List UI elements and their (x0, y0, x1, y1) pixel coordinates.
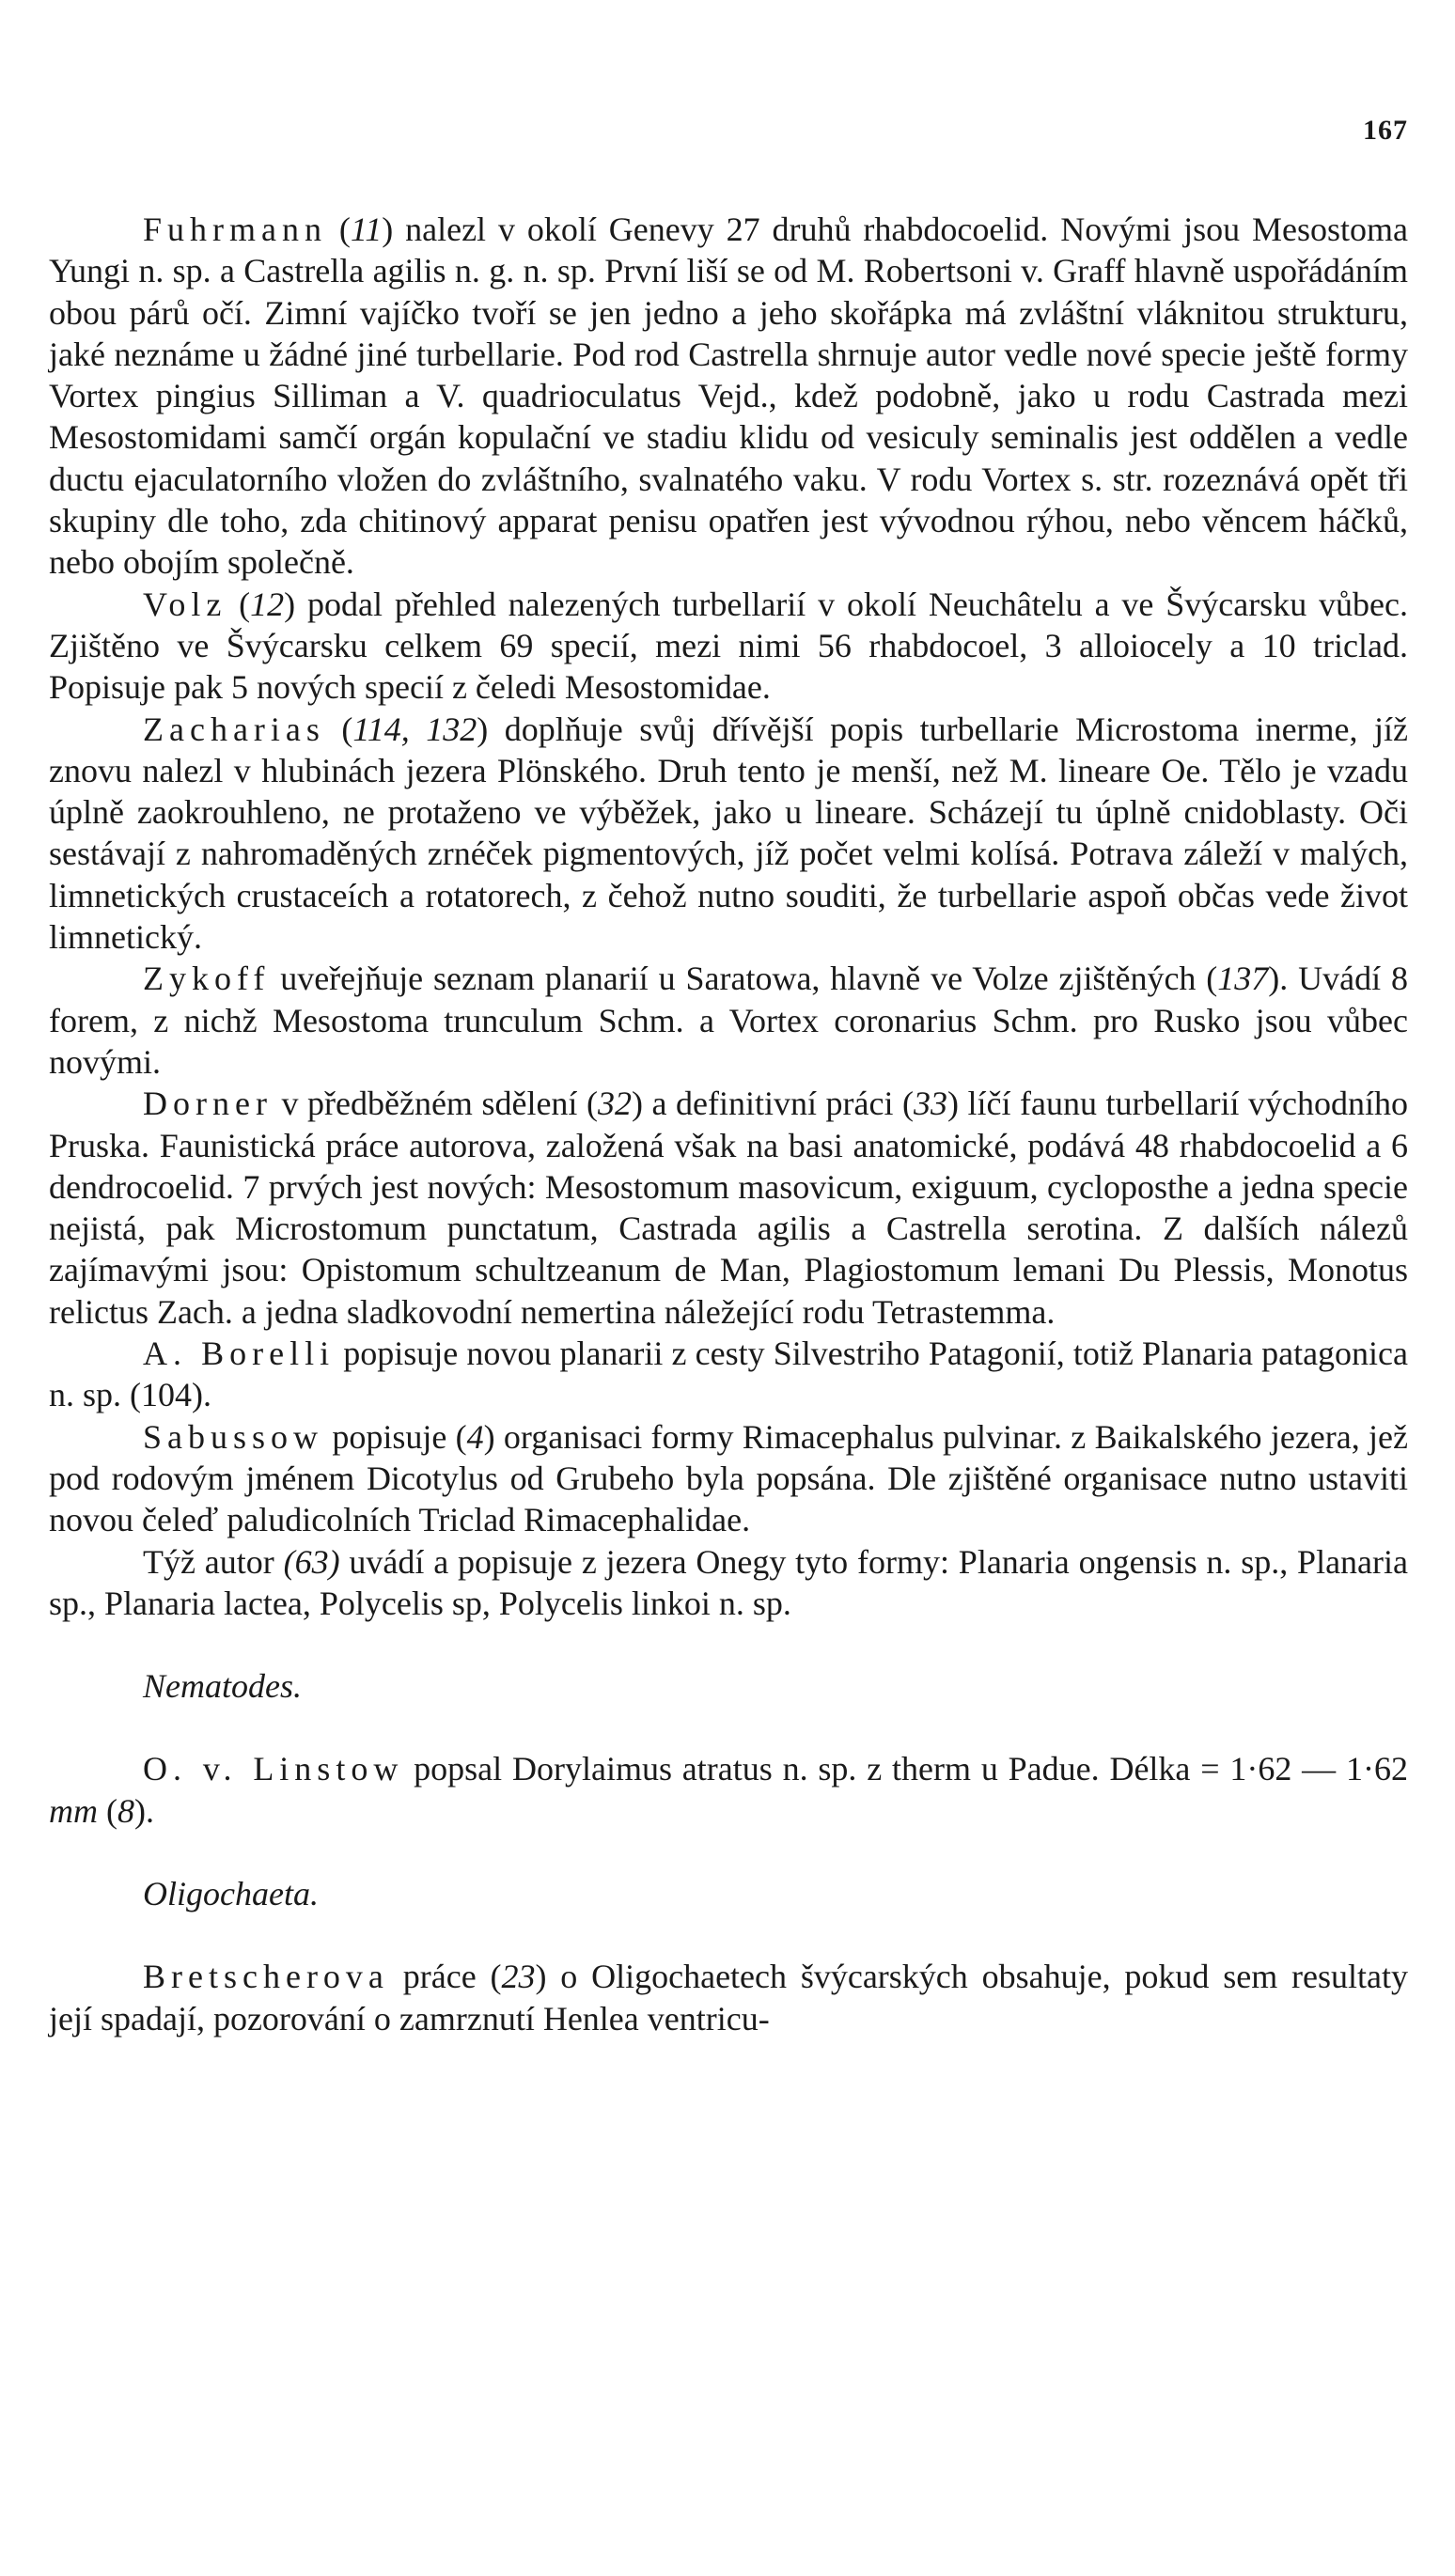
paragraph-fuhrmann: Fuhrmann (11) nalezl v okolí Genevy 27 druhů rhabdocoelid. Novými jsou Mesostoma Yungi n. sp. a Castrella agilis n. g. n. sp. První liší se od M. Robertsoni v. Graff hlavně uspořádáním obou párů očí. Zimní vajíčko tvoří se jen jedno a jeho skořápka má zvláštní vláknitou strukturu, jaké neznáme u žádné jiné turbellarie. Pod rod Castrella shrnuje autor vedle nové specie ještě formy Vortex pingius Silliman a V. quadrioculatus Vejd., kdež podobně, jako u rodu Castrada mezi Mesostomidami samčí orgán kopulační ve stadiu klidu od vesiculy seminalis jest oddělen a vedle ductu ejaculatorního vložen do zvláštního, svalnatého vaku. V rodu Vortex s. str. rozeznává opět tři skupiny dle toho, zda chitinový apparat penisu opatřen jest vývodnou rýhou, nebo věncem háčků, nebo obojím společně. (49, 211, 1408, 582)
author-name: Fuhrmann (143, 211, 327, 248)
paragraph-text: uvádí a popisuje z jezera Onegy tyto formy: Planaria ongensis n. sp., Planaria sp., Planaria lactea, Polycelis sp, Polycelis linkoi n. sp. (49, 1542, 1409, 1622)
paragraph-sabussow (49, 1416, 1408, 1541)
section-heading-oligochaeta: Oligochaeta. (143, 1874, 319, 1912)
paragraph-text: popsal Dorylaimus atratus n. sp. z therm u Padue. Délka = 1·62 — 1·62 (403, 1750, 1408, 1788)
paragraph-borelli (49, 1333, 1408, 1416)
paragraph-volz: Volz (12) podal přehled nalezených turbellarií v okolí Neuchâtelu a ve Švýcarsku vůbec. Zjištěno ve Švýcarsku celkem 69 specií, mezi nimi 56 rhabdocoel, 3 alloiocely a 10 triclad. Popisuje pak 5 nových specií z čeledi Mesostomidae. (49, 585, 1408, 707)
paragraph-lead: Týž autor (143, 1542, 284, 1581)
paragraph-bretscherova (49, 1956, 1408, 2039)
reference-number: 137 (1217, 960, 1269, 998)
paragraph-zykoff (49, 958, 1408, 1083)
author-name: Dorner (143, 1085, 273, 1123)
paragraph-text: ) organisaci formy Rimacephalus pulvinar. z Baikalského jezera, jež pod rodovým jménem Dicotylus od Grubeho byla popsána. Dle zjištěné organisace nutno ustaviti novou čeleď paludicolních Triclad Rimacephalidae. (49, 1417, 1409, 1539)
body-text (49, 209, 1408, 2039)
unit: mm (49, 1791, 98, 1830)
paragraph-text: uveřejňuje seznam planarií u Saratowa, hlavně ve Volze zjištěných ( (270, 960, 1218, 998)
paragraph-text: nalezl v okolí Genevy 27 druhů rhabdocoelid. Novými jsou Mesostoma Yungi n. sp. a Castrella agilis n. g. n. sp. První liší se od M. Robertsoni v. Graff hlavně uspořádáním obou párů očí. Zimní vajíčko tvoří se jen jedno a jeho skořápka má zvláštní vláknitou strukturu, jaké neznáme u žádné jiné turbellarie. Pod rod Castrella shrnuje autor vedle nové specie ještě formy Vortex pingius Silliman a V. quadrioculatus Vejd., kdež podobně, jako u rodu Castrada mezi Mesostomidami samčí orgán kopulační ve stadiu klidu od vesiculy seminalis jest oddělen a vedle ductu ejaculatorního vložen do zvláštního, svalnatého vaku. V rodu Vortex s. str. rozeznává opět tři skupiny dle toho, zda chitinový apparat penisu opatřen jest vývodnou rýhou, nebo věncem háčků, nebo obojím společně. (49, 211, 1408, 582)
author-name: Zacharias (143, 710, 325, 748)
reference-number: 32 (597, 1085, 632, 1123)
page-number: 167 (1363, 115, 1408, 146)
paragraph-text: v předběžném sdělení ( (272, 1085, 598, 1123)
paragraph-text: doplňuje svůj dřívější popis turbellarie Microstoma inerme, jíž znovu nalezl v hlubinách jezera Plönského. Druh tento je menší, než M. lineare Oe. Tělo je vzadu úplně zaokrouhleno, ne protaženo ve výběžek, jako u lineare. Scházejí tu úplně cnidoblasty. Oči sestávají z nahromaděných zrnéček pigmentových, jíž počet velmi kolísá. Potrava záleží v malých, limnetických crustaceích a rotatorech, z čehož nutno souditi, že turbellarie aspoň občas vede život limnetický. (49, 710, 1408, 957)
paragraph-text: popisuje novou planarii z cesty Silvestriho Patagonií, totiž Planaria patagonica n. sp. (104). (49, 1335, 1409, 1414)
spacer (49, 1707, 1408, 1748)
paragraph-zacharias: Zacharias (114, 132) doplňuje svůj dřívější popis turbellarie Microstoma inerme, jíž znovu nalezl v hlubinách jezera Plönského. Druh tento je menší, než M. lineare Oe. Tělo je vzadu úplně zaokrouhleno, ne protaženo ve výběžek, jako u lineare. Scházejí tu úplně cnidoblasty. Oči sestávají z nahromaděných zrnéček pigmentových, jíž počet velmi kolísá. Potrava záleží v malých, limnetických crustaceích a rotatorech, z čehož nutno souditi, že turbellarie aspoň občas vede život limnetický. (49, 710, 1408, 957)
paragraph-text: ) o Oligochaetech švýcarských obsahuje, pokud sem resultaty její spadají, pozorování o zamrznutí Henlea ventricu- (49, 1958, 1408, 2037)
paragraph-tyz-autor: Týž autor (63) uvádí a popisuje z jezera Onegy tyto formy: Planaria ongensis n. sp., Planaria sp., Planaria lactea, Polycelis sp, Polycelis linkoi n. sp. (49, 1542, 1409, 1622)
paragraph-text: podal přehled nalezených turbellarií v okolí Neuchâtelu a ve Švýcarsku vůbec. Zjištěno ve Švýcarsku celkem 69 specií, mezi nimi 56 rhabdocoel, 3 alloiocely a 10 triclad. Popisuje pak 5 nových specií z čeledi Mesostomidae. (49, 585, 1408, 707)
author-name: A. Borelli (143, 1335, 336, 1373)
reference-number: 63 (294, 1542, 329, 1581)
author-name: Zykoff (143, 960, 271, 998)
reference-number: 114, 132 (352, 710, 477, 748)
paragraph-text: práce ( (388, 1958, 502, 1996)
paragraph-dorner (49, 1083, 1408, 1333)
paragraph-text: ). (134, 1791, 154, 1830)
reference-number: 8 (117, 1791, 134, 1830)
paragraph-linstow (49, 1748, 1408, 1832)
author-name: Volz (143, 585, 227, 623)
section-heading-nematodes: Nematodes. (143, 1667, 302, 1706)
spacer (49, 1624, 1408, 1665)
reference-number: 4 (466, 1417, 484, 1456)
paragraph-text: ) a definitivní práci ( (631, 1085, 914, 1123)
author-name: Sabussow (143, 1417, 324, 1456)
reference-number: 33 (913, 1085, 947, 1123)
reference-number: 12 (250, 585, 285, 623)
reference-number: 23 (501, 1958, 536, 1996)
spacer (49, 1914, 1408, 1956)
author-name: Bretscherova (143, 1958, 389, 1996)
spacer (49, 1832, 1408, 1873)
paragraph-text: ) líčí faunu turbellarií východního Pruska. Faunistická práce autorova, založená však na basi anatomické, podává 48 rhabdocoelid a 6 dendrocoelid. 7 prvých jest nových: Mesostomum masovicum, exiguum, cycloposthe a jedna specie nejistá, pak Microstomum punctatum, Castrada agilis a Castrella serotina. Z dalších nálezů zajímavými jsou: Opistomum schultzeanum de Man, Plagiostomum lemani Du Plessis, Monotus relictus Zach. a jedna sladkovodní nemertina náležející rodu Tetrastemma. (49, 1085, 1408, 1331)
paragraph-text: ( (98, 1791, 117, 1830)
reference-number: 11 (350, 211, 383, 248)
paragraph-text: ). Uvádí 8 forem, z nichž Mesostoma trunculum Schm. a Vortex coronarius Schm. pro Rusko jsou vůbec novými. (49, 960, 1408, 1081)
paragraph-text: popisuje ( (323, 1417, 467, 1456)
author-name: O. v. Linstow (143, 1750, 404, 1788)
